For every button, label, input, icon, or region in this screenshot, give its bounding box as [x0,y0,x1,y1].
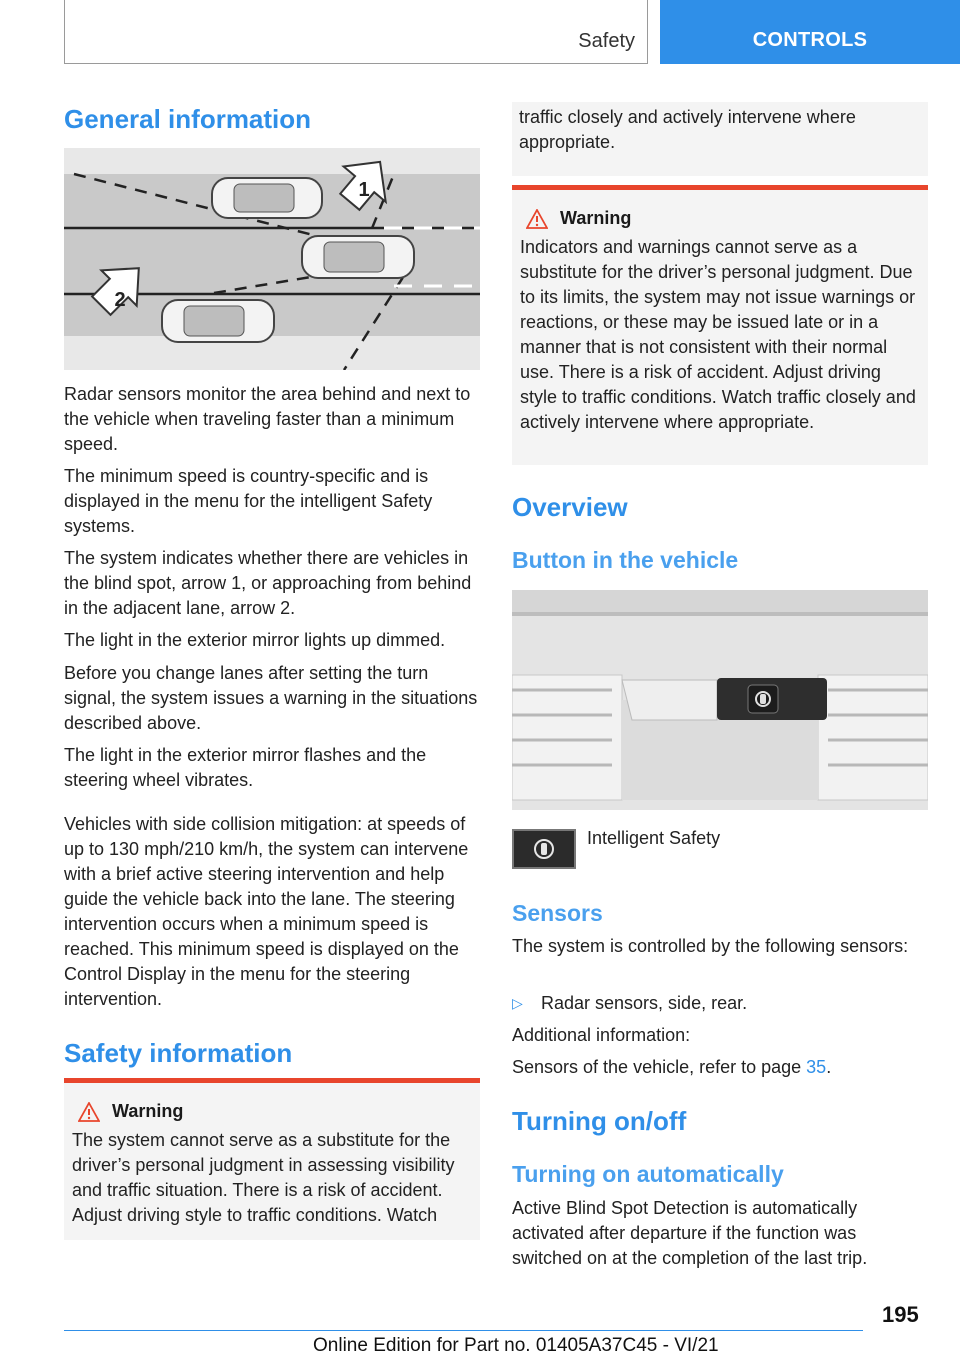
general-information-heading: General information [64,104,312,134]
paragraph-light-dimmed: The light in the exterior mirror lights up dimmed. [64,630,446,650]
page-number: 195 [882,1302,919,1327]
warning-title: Warning [112,1101,184,1121]
sensors-reference-text: Sensors of the vehicle, refer to page [512,1057,807,1077]
chapter-label: CONTROLS [752,29,868,51]
sensors-heading: Sensors [512,900,603,926]
intelligent-safety-label: Intelligent Safety [587,828,721,848]
warning-box-right [512,185,928,465]
warning-title: Warning [560,208,632,228]
paragraph-indication: The system indicates whether there are vehicles in the blind spot, arrow 1, or approaching from behind in the adjacent lane, arrow 2. [64,548,472,618]
car-middle [302,236,414,278]
paragraph-side-collision: Vehicles with side collision mitigation: at speeds of up to 130 mph/210 km/h, the system can intervene with a brief active steering intervention and help guide the vehicle back into the lane. The steering intervention occurs when a minimum speed is reached. This minimum speed is displayed on the Control Display in the menu for the steering intervention. [64,814,469,1009]
vehicle-button-photo [512,590,928,810]
blind-spot-diagram [64,148,480,370]
edition-text: Online Edition for Part no. 01405A37C45 - VI/21 [313,1335,719,1356]
paragraph-lane-change: Before you change lanes after setting the turn signal, the system issues a warning in the situations described above. [64,663,478,733]
warning-text: Indicators and warnings cannot serve as a substitute for the driver’s personal judgment. Due to its limits, the system may not issue warnings or reactions, or these may be issued late or in a manner that is not consistent with their normal use. There is a risk of accident. Adjust driving style to traffic conditions. Watch traffic closely and actively intervene where appropriate. [520,237,916,432]
safety-information-heading: Safety information [64,1038,293,1068]
arrow-2-label: 2 [114,289,126,311]
sensors-reference [512,1055,928,1080]
auto-activation-text: Active Blind Spot Detection is automatically activated after departure if the function was switched on at the completion of the last trip. [512,1198,868,1268]
arrow-1-label: 1 [358,179,370,201]
button-in-vehicle-heading: Button in the vehicle [512,547,739,573]
sensors-reference-suffix: . [826,1057,832,1077]
overview-heading: Overview [512,492,628,522]
additional-info: Additional information: [512,1025,691,1045]
bullet-marker: ▷ [512,995,523,1011]
warning-triangle-icon [78,1102,100,1122]
chapter-tab[interactable] [660,0,960,64]
section-title: Safety [578,30,635,52]
paragraph-min-speed: The minimum speed is country-specific and is displayed in the menu for the intelligent Safety systems. [64,466,433,536]
warning-box-left [64,1078,480,1240]
warning-text: The system cannot serve as a substitute for the driver’s personal judgment in assessing visibility and traffic situation. There is a risk of accident. Adjust driving style to traffic conditions. Watch [72,1130,455,1225]
header-frame [64,0,648,64]
turning-on-off-heading: Turning on/off [512,1106,687,1136]
car-top [212,178,322,218]
intelligent-safety-icon [512,829,576,869]
continued-text: traffic closely and actively intervene where appropriate. [519,107,856,152]
footer-divider [64,1330,863,1331]
turning-on-automatically-heading: Turning on automatically [512,1161,784,1187]
car-bottom [162,300,274,342]
continued-box [512,102,928,176]
paragraph-flashes: The light in the exterior mirror flashes and the steering wheel vibrates. [64,745,427,790]
bullet-radar-sensors: Radar sensors, side, rear. [541,993,748,1013]
intelligent-safety-button-icon[interactable] [748,685,778,713]
page-35-link[interactable]: 35 [806,1057,827,1077]
paragraph-radar: Radar sensors monitor the area behind and next to the vehicle when traveling faster than a minimum speed. [64,384,471,454]
sensors-text: The system is controlled by the following sensors: [512,936,909,956]
warning-triangle-icon [526,209,548,229]
